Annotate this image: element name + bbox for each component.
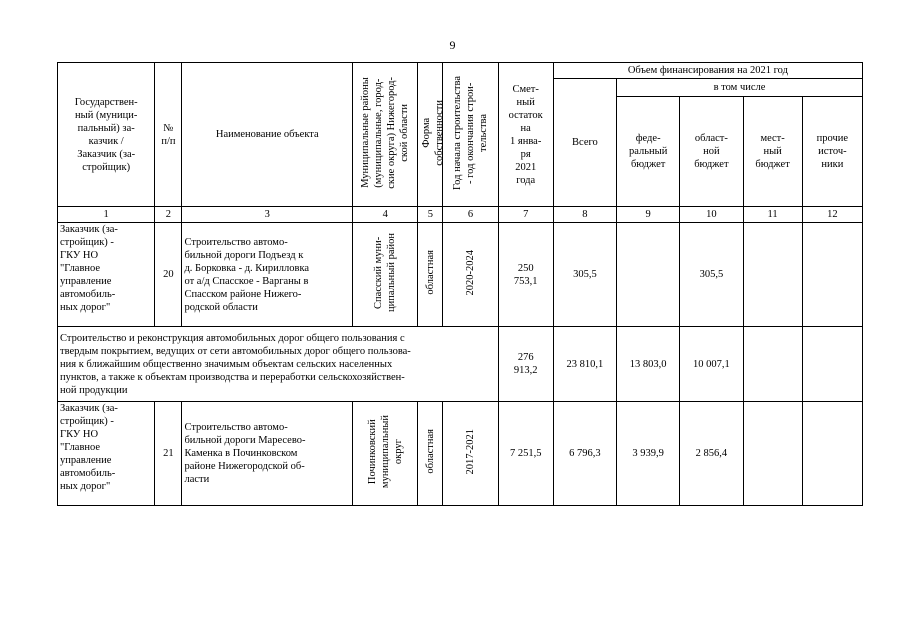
section-federal: 13 803,0 xyxy=(617,327,680,402)
row20-customer: Заказчик (за- стройщик) - ГКУ НО "Главное управление автомобиль- ных дорог" xyxy=(58,223,155,327)
row20-ownership xyxy=(418,223,443,327)
header-ownership-text: Форма собственности xyxy=(421,99,446,166)
section-local xyxy=(743,327,802,402)
row20-total: 305,5 xyxy=(553,223,616,327)
column-number: 9 xyxy=(617,207,680,223)
header-years-text: Год начала строительства - год окончания строи- тельства xyxy=(451,75,489,190)
column-number-row xyxy=(58,207,863,223)
row21-local xyxy=(743,402,802,506)
row20-district xyxy=(353,223,418,327)
row20-regional: 305,5 xyxy=(680,223,743,327)
row20-years-text: 2020-2024 xyxy=(464,249,476,296)
header-number: № п/п xyxy=(155,63,182,207)
column-number: 3 xyxy=(182,207,353,223)
row20-ownership-text: областная xyxy=(424,250,436,295)
row20-years xyxy=(443,223,498,327)
header-total: Всего xyxy=(553,79,616,207)
table-row xyxy=(58,223,863,327)
row21-estimated: 7 251,5 xyxy=(498,402,553,506)
section-other xyxy=(802,327,862,402)
row20-federal xyxy=(617,223,680,327)
header-including: в том числе xyxy=(617,79,863,97)
header-districts xyxy=(353,63,418,207)
row21-years xyxy=(443,402,498,506)
row20-district-text: Спасский муни- ципальный район xyxy=(373,233,398,312)
section-regional: 10 007,1 xyxy=(680,327,743,402)
header-customer: Государствен- ный (муници- пальный) за- казчик / Заказчик (за- стройщик) xyxy=(58,63,155,207)
section-row xyxy=(58,327,863,402)
row21-years-text: 2017-2021 xyxy=(464,428,476,475)
row21-customer: Заказчик (за- стройщик) - ГКУ НО "Главное управление автомобиль- ных дорог" xyxy=(58,402,155,506)
header-other: прочие источ- ники xyxy=(802,97,862,207)
header-districts-text: Муниципальные районы (муниципальные, город- ские округа) Нижегород- ской области xyxy=(360,76,411,189)
header-estimated-balance: Смет- ный остаток на 1 янва- ря 2021 года xyxy=(498,63,553,207)
row20-local xyxy=(743,223,802,327)
column-number: 12 xyxy=(802,207,862,223)
row20-number: 20 xyxy=(155,223,182,327)
section-total: 23 810,1 xyxy=(553,327,616,402)
header-federal: феде- ральный бюджет xyxy=(617,97,680,207)
header-local: мест- ный бюджет xyxy=(743,97,802,207)
header-years xyxy=(443,63,498,207)
column-number: 7 xyxy=(498,207,553,223)
section-estimated: 276 913,2 xyxy=(498,327,553,402)
header-funding: Объем финансирования на 2021 год xyxy=(553,63,862,79)
row21-number: 21 xyxy=(155,402,182,506)
row21-total: 6 796,3 xyxy=(553,402,616,506)
row21-federal: 3 939,9 xyxy=(617,402,680,506)
header-object-name: Наименование объекта xyxy=(182,63,353,207)
column-number: 8 xyxy=(553,207,616,223)
row21-district xyxy=(353,402,418,506)
column-number: 4 xyxy=(353,207,418,223)
row21-regional: 2 856,4 xyxy=(680,402,743,506)
column-number: 11 xyxy=(743,207,802,223)
row20-estimated: 250 753,1 xyxy=(498,223,553,327)
header-regional: област- ной бюджет xyxy=(680,97,743,207)
header-ownership xyxy=(418,63,446,207)
construction-table xyxy=(57,62,863,506)
row21-other xyxy=(802,402,862,506)
column-number: 1 xyxy=(58,207,155,223)
row21-ownership xyxy=(418,402,443,506)
column-number: 10 xyxy=(680,207,743,223)
page-number: 9 xyxy=(449,38,456,52)
row21-object: Строительство автомо- бильной дороги Маресево- Каменка в Починковском районе Нижегородской об- ласти xyxy=(182,402,353,506)
row20-object: Строительство автомо- бильной дороги Подъезд к д. Борковка - д. Кирилловка от а/д Спасское - Варганы в Спасском районе Нижего- родской области xyxy=(182,223,353,327)
table-row xyxy=(58,402,863,506)
row20-other xyxy=(802,223,862,327)
row21-district-text: Починковский муниципальный округ xyxy=(366,414,404,489)
column-number: 2 xyxy=(155,207,182,223)
section-title: Строительство и реконструкция автомобильных дорог общего пользования с твердым покрытием, ведущих от сети автомобильных дорог общего пользова- ния к ближайшим общественно значимым объектам сельских населенных пунктов, а также к объектам производства и переработки сельскохозяйствен- ной продукции xyxy=(58,327,499,402)
column-number: 5 xyxy=(418,207,443,223)
row21-ownership-text: областная xyxy=(424,429,436,474)
column-number: 6 xyxy=(443,207,498,223)
